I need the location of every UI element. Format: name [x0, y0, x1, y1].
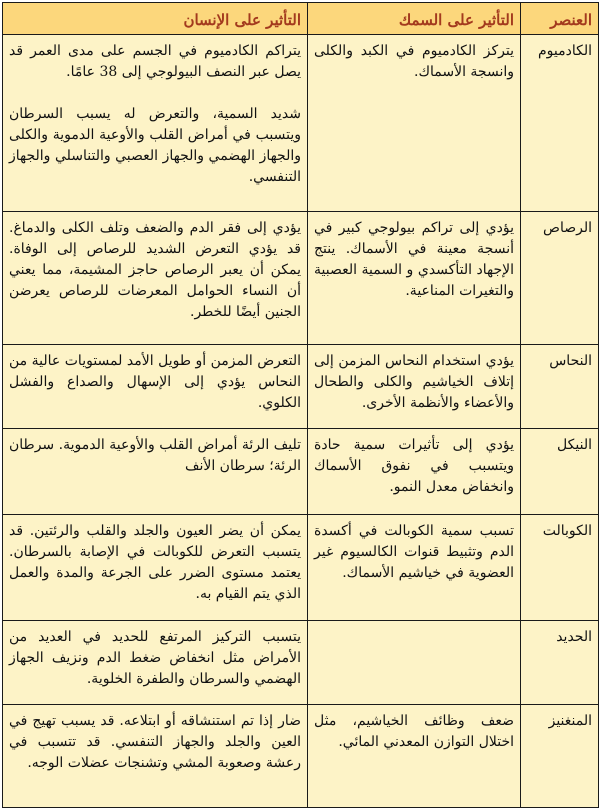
element-cell: النيكل	[521, 429, 599, 515]
element-cell: الرصاص	[521, 212, 599, 345]
human-effect-cell: التعرض المزمن أو طويل الأمد لمستويات عالية من النحاس يؤدي إلى الإسهال والصداع والفشل الكلوي.	[3, 345, 308, 429]
human-effect-text: يتراكم الكادميوم في الجسم على مدى العمر قد يصل عبر النصف البيولوجي إلى 38 عامًا.	[9, 43, 301, 80]
header-human-effect: التأثير على الإنسان	[3, 3, 308, 35]
table-row	[3, 35, 599, 212]
human-effect-cell: تليف الرئة أمراض القلب والأوعية الدموية. سرطان الرئة؛ سرطان الأنف	[3, 429, 308, 515]
table-row	[3, 705, 599, 808]
fish-effect-cell: يؤدي إلى تراكم بيولوجي كبير في أنسجة معينة في الأسماك. ينتج الإجهاد التأكسدي و السمية العصبية والتغيرات المناعية.	[308, 212, 521, 345]
element-cell: الحديد	[521, 621, 599, 705]
header-fish-effect: التأثير على السمك	[308, 3, 521, 35]
table-row	[3, 621, 599, 705]
human-effect-cell: ضار إذا تم استنشاقه أو ابتلاعه. قد يسبب تهيج في العين والجلد والجهاز التنفسي. قد تتسبب في رعشة وصعوبة المشي وتشنجات عضلات الوجه.	[3, 705, 308, 808]
element-cell: الكوبالت	[521, 515, 599, 621]
fish-effect-cell: تسبب سمية الكوبالت في أكسدة الدم وتثبيط قنوات الكالسيوم غير العضوية في خياشيم الأسماك.	[308, 515, 521, 621]
table-row	[3, 345, 599, 429]
element-cell: المنغنيز	[521, 705, 599, 808]
fish-effect-cell: يؤدي استخدام النحاس المزمن إلى إتلاف الخياشيم والكلى والطحال والأعضاء والأنظمة الأخرى.	[308, 345, 521, 429]
human-effect-cell: يتسبب التركيز المرتفع للحديد في العديد من الأمراض مثل انخفاض ضغط الدم ونزيف الجهاز الهضمي والسرطان والطفرة الخلوية.	[3, 621, 308, 705]
fish-effect-cell	[308, 621, 521, 705]
fish-effect-cell: يتركز الكادميوم في الكبد والكلى وانسجة الأسماك.	[308, 35, 521, 212]
fish-effect-cell: ضعف وظائف الخياشيم، مثل اختلال التوازن المعدني المائي.	[308, 705, 521, 808]
header-row	[3, 3, 599, 35]
human-effect-cell: يمكن أن يضر العيون والجلد والقلب والرئتين. قد يتسبب التعرض للكوبالت في الإصابة بالسرطان. يعتمد مستوى الضرر على الجرعة والمدة والعمل الذي يتم القيام به.	[3, 515, 308, 621]
fish-effect-cell: يؤدي إلى تأثيرات سمية حادة ويتسبب في نفوق الأسماك وانخفاض معدل النمو.	[308, 429, 521, 515]
table-row	[3, 429, 599, 515]
header-element: العنصر	[521, 3, 599, 35]
element-cell: النحاس	[521, 345, 599, 429]
heavy-metals-table	[2, 2, 599, 808]
human-effect-cell	[3, 35, 308, 212]
table-row	[3, 212, 599, 345]
human-effect-cell: يؤدي إلى فقر الدم والضعف وتلف الكلى والدماغ. قد يؤدي التعرض الشديد للرصاص إلى الوفاة. يمكن أن يعبر الرصاص حاجز المشيمة، مما يعني أن النساء الحوامل المعرضات للرصاص يعرضن الجنين أيضًا للخطر.	[3, 212, 308, 345]
human-effect-text: شديد السمية، والتعرض له يسبب السرطان ويتسبب في أمراض القلب والأوعية الدموية والكلى والجهاز الهضمي والجهاز العصبي والتناسلي والجهاز التنفسي.	[9, 106, 301, 185]
element-cell: الكادميوم	[521, 35, 599, 212]
table-row	[3, 515, 599, 621]
